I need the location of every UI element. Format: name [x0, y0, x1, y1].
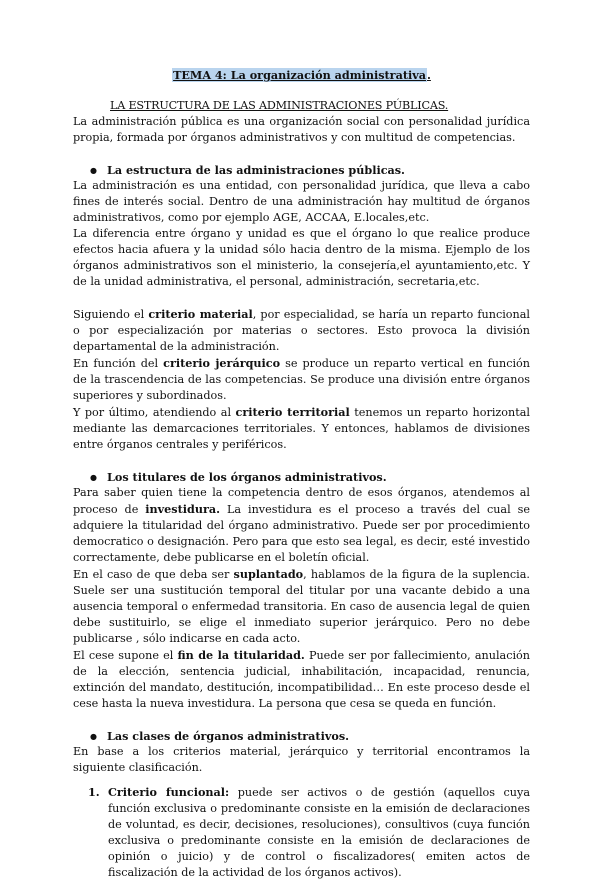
title-highlight: TEMA 4: La organización administrativa [173, 68, 426, 82]
item-number: 1. [88, 785, 100, 799]
document-title [73, 67, 530, 83]
bold-term: fin de la titularidad. [177, 648, 305, 662]
section1-paragraph: Y por último, atendiendo al criterio territorial tenemos un reparto horizontal mediante las demarcaciones territoriales. Y entonces, hablamos de divisiones entre órganos centrales y periféricos. [73, 405, 530, 451]
section1-paragraph: Siguiendo el criterio material, por especialidad, se haría un reparto funcional o por especialización por materias o sectores. Esto provoca la división departamental de la administración. [73, 307, 530, 353]
numbered-item [73, 784, 530, 881]
section2-paragraph: El cese supone el fin de la titularidad. Puede ser por fallecimiento, anulación de la elección, sentencia judicial, inhabilitación, incapacidad, renuncia, extinción del mandato, destitución, incompatibilidad… En este proceso desde el cese hasta la nueva investidura. La persona que cesa se queda en función. [73, 648, 530, 710]
document-page [73, 62, 530, 881]
section-subtitle: LA ESTRUCTURA DE LAS ADMINISTRACIONES PÚBLICAS. [110, 99, 449, 112]
section2-paragraph: En el caso de que deba ser suplantado, hablamos de la figura de la suplencia. Suele ser una sustitución temporal del titular por una vacante debido a una ausencia temporal o enfermedad transitoria. En caso de ausencia legal de quien debe sustituirlo, se elige el inmediato superior jerárquico. Pero no debe publicarse , sólo indicarse en cada acto. [73, 567, 530, 645]
item-label: Criterio funcional: [108, 785, 230, 799]
bold-term: criterio material [148, 307, 253, 321]
title-period: . [427, 68, 431, 82]
bold-term: criterio territorial [235, 405, 350, 419]
bold-term: investidura. [145, 502, 221, 516]
section3-paragraph: En base a los criterios material, jerárquico y territorial encontramos la siguiente clasificación. [73, 745, 530, 774]
section1-paragraph: En función del criterio jerárquico se produce un reparto vertical en función de la trascendencia de las competencias. Se produce una división entre órganos superiores y subordinados. [73, 356, 530, 402]
bold-term: suplantado [233, 567, 304, 581]
section2-heading-text: Los titulares de los órganos administrativos. [107, 470, 387, 484]
bullet-icon: ● [90, 472, 97, 482]
intro-paragraph: La administración pública es una organización social con personalidad jurídica propia, formada por órganos administrativos y con multitud de competencias. [73, 115, 530, 144]
section1-paragraph: La administración es una entidad, con personalidad jurídica, que lleva a cabo fines de interés social. Dentro de una administración hay multitud de órganos administrativos, como por ejemplo AGE, ACCAA, E.locales,etc. [73, 179, 530, 224]
section2-heading [73, 469, 530, 485]
section3-heading-text: Las clases de órganos administrativos. [107, 729, 350, 743]
section3-heading [73, 728, 530, 744]
section1-paragraph: La diferencia entre órgano y unidad es que el órgano lo que realice produce efectos hacia afuera y la unidad sólo hacia dentro de la misma. Ejemplo de los órganos administrativos son el ministerio, la consejería,el ayuntamiento,etc. Y de la unidad administrativa, el personal, administración, secretaria,etc. [73, 227, 530, 288]
section2-paragraph: Para saber quien tiene la competencia dentro de esos órganos, atendemos al proceso de investidura. La investidura es el proceso a través del cual se adquiere la titularidad del órgano administrativo. Puede ser por procedimiento democratico o designación. Pero para que esto sea legal, es decir, esté investido correctamente, debe publicarse en el boletín oficial. [73, 486, 530, 564]
bullet-icon: ● [90, 731, 97, 741]
bullet-icon: ● [90, 165, 97, 175]
section1-heading-text: La estructura de las administraciones públicas. [107, 163, 405, 177]
bold-term: criterio jerárquico [163, 356, 281, 370]
item-body: Criterio funcional: puede ser activos o de gestión (aquellos cuya función exclusiva o predominante consiste en la emisión de declaraciones de voluntad, es decir, decisiones, resoluciones), consultivos (cuya función exclusiva o predominante consiste en la emisión de declaraciones de opinión o juicio) y de control o fiscalizadores( emiten actos de fiscalización de la actividad de los órganos activos). [108, 785, 530, 879]
section1-heading [73, 162, 530, 178]
